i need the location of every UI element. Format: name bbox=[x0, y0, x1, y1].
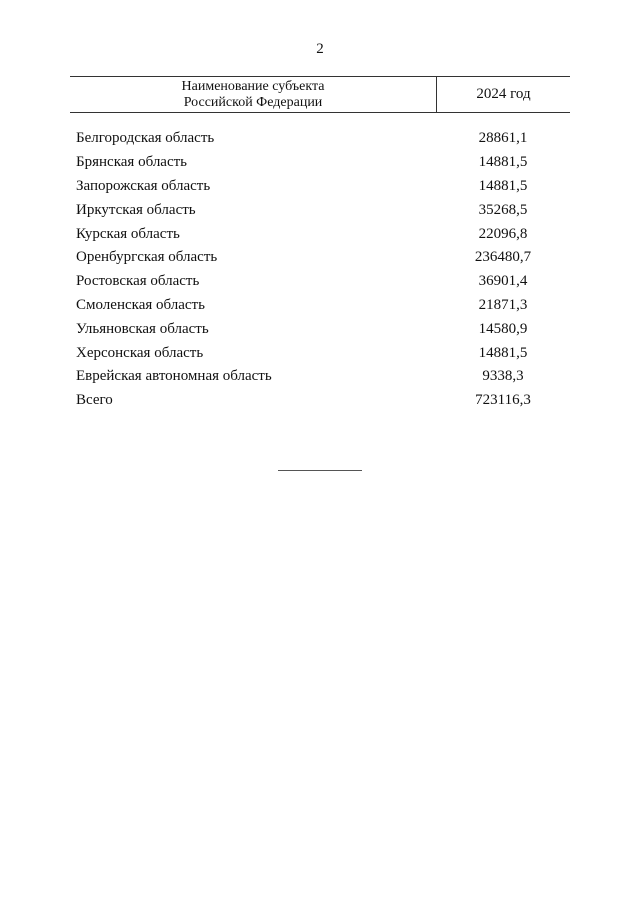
row-subject-name: Белгородская область bbox=[76, 130, 215, 147]
table-row bbox=[76, 198, 570, 222]
end-of-document-rule bbox=[278, 470, 362, 471]
row-value: 21871,3 bbox=[478, 296, 528, 313]
row-subject-name: Ростовская область bbox=[76, 273, 200, 290]
row-value: 14580,9 bbox=[478, 320, 528, 337]
table-row bbox=[76, 294, 570, 318]
row-subject-name: Оренбургская область bbox=[76, 249, 218, 266]
column-header-subject bbox=[70, 77, 437, 112]
table-row bbox=[76, 222, 570, 246]
row-value: 36901,4 bbox=[478, 273, 528, 290]
row-subject-name: Херсонская область bbox=[76, 344, 204, 361]
row-subject-name: Смоленская область bbox=[76, 296, 205, 313]
table-row bbox=[76, 175, 570, 199]
row-value: 14881,5 bbox=[478, 344, 528, 361]
row-subject-name: Иркутская область bbox=[76, 201, 196, 218]
row-subject-name: Еврейская автономная область bbox=[76, 368, 272, 385]
row-subject-name: Брянская область bbox=[76, 154, 188, 171]
column-header-subject-line2: Российской Федерации bbox=[183, 94, 323, 110]
row-value: 28861,1 bbox=[478, 130, 528, 147]
row-value: 22096,8 bbox=[478, 225, 528, 242]
row-value: 14881,5 bbox=[478, 177, 528, 194]
table-body bbox=[76, 127, 570, 413]
table-row-total bbox=[76, 389, 570, 413]
column-header-subject-line1: Наименование субъекта bbox=[181, 78, 325, 94]
row-value: 9338,3 bbox=[482, 368, 524, 385]
table-row bbox=[76, 341, 570, 365]
row-value: 236480,7 bbox=[474, 249, 532, 266]
table-row bbox=[76, 246, 570, 270]
row-subject-name: Курская область bbox=[76, 225, 180, 242]
table-row bbox=[76, 365, 570, 389]
row-subject-name: Запорожская область bbox=[76, 177, 211, 194]
column-header-year: 2024 год bbox=[476, 86, 531, 102]
table-row bbox=[76, 270, 570, 294]
row-subject-name: Ульяновская область bbox=[76, 320, 209, 337]
row-value: 723116,3 bbox=[475, 392, 531, 409]
table-header bbox=[70, 76, 570, 113]
table-row bbox=[76, 151, 570, 175]
page-number: 2 bbox=[316, 41, 324, 57]
table-row bbox=[76, 127, 570, 151]
row-subject-name: Всего bbox=[76, 392, 113, 409]
table-row bbox=[76, 317, 570, 341]
row-value: 14881,5 bbox=[478, 154, 528, 171]
row-value: 35268,5 bbox=[478, 201, 528, 218]
